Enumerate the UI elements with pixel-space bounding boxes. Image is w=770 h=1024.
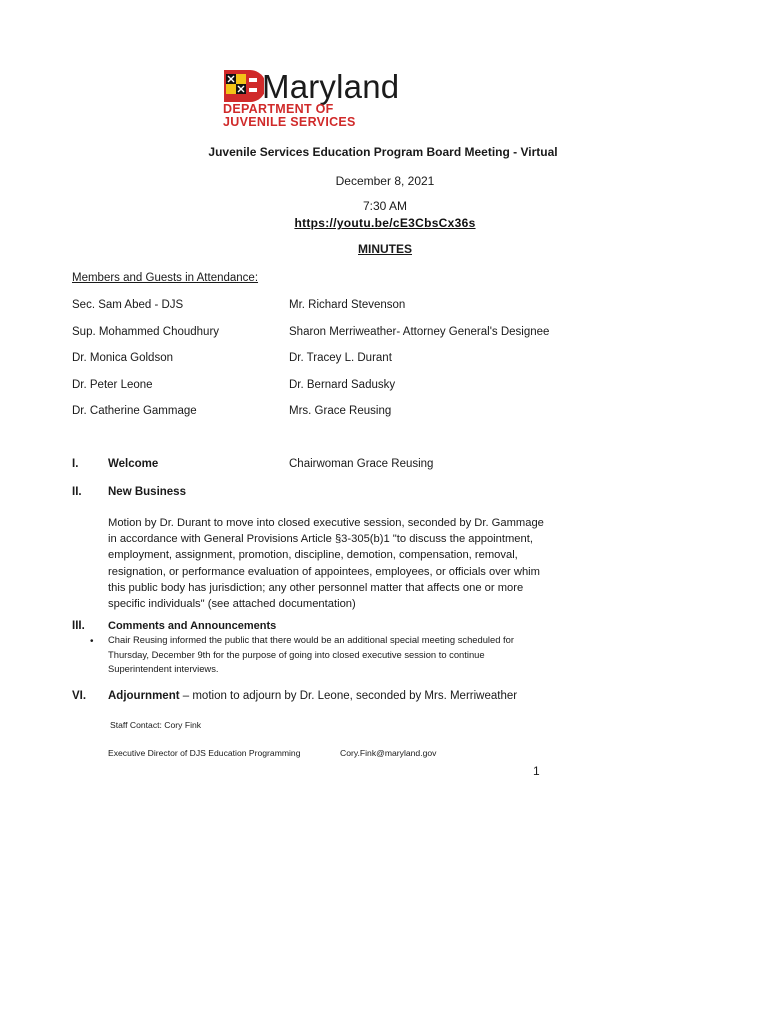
- attendance-heading: Members and Guests in Attendance:: [72, 272, 259, 284]
- attendee-right-2: Sharon Merriweather- Attorney General's Designee: [289, 326, 550, 338]
- new-business-motion: Motion by Dr. Durant to move into closed executive session, seconded by Dr. Gammage in accordance with General Provisions Article §3-305(b)1 "to discuss the appointment, employment, assignment, promotion, discipline, demotion, compensation, removal, resignation, or performance evaluation of appointees, employees, or officials over whim this public body has jurisdiction; any other personnel matter that affects one or more specific individuals" (see attached documentation): [108, 517, 544, 611]
- adjournment-text: – motion to adjourn by Dr. Leone, seconded by Mrs. Merriweather: [179, 690, 518, 702]
- section-number-adjournment: VI.: [72, 690, 87, 702]
- attendee-right-3: Dr. Tracey L. Durant: [289, 352, 392, 364]
- attendee-left-5: Dr. Catherine Gammage: [72, 405, 197, 417]
- logo-department-line2: JUVENILE SERVICES: [223, 115, 356, 129]
- meeting-time: 7:30 AM: [362, 199, 408, 213]
- minutes-heading-text: MINUTES: [358, 242, 412, 256]
- meeting-title: [0, 145, 770, 159]
- meeting-title-text: Juvenile Services Education Program Board Meeting - Virtual: [208, 145, 558, 159]
- adjournment-title: Adjournment: [108, 690, 180, 702]
- meeting-date: December 8, 2021: [335, 174, 435, 188]
- section-number-new-business: II.: [72, 486, 82, 498]
- attendee-right-5: Mrs. Grace Reusing: [289, 405, 392, 417]
- section-title-comments: Comments and Announcements: [108, 620, 277, 632]
- section-title-new-business: New Business: [108, 486, 186, 498]
- page-number: 1: [533, 764, 540, 778]
- maryland-flag-logo-icon: [220, 64, 264, 106]
- attendee-right-4: Dr. Bernard Sadusky: [289, 379, 396, 391]
- adjournment-line: [108, 690, 517, 702]
- logo-wordmark: Maryland: [262, 68, 400, 105]
- logo-department-line1: DEPARTMENT OF: [223, 102, 334, 116]
- meeting-link[interactable]: https://youtu.be/cE3CbsCx36s: [294, 216, 476, 230]
- attendee-left-2: Sup. Mohammed Choudhury: [72, 326, 220, 338]
- staff-contact: Staff Contact: Cory Fink: [110, 720, 202, 730]
- section-number-comments: III.: [72, 620, 85, 632]
- attendee-right-1: Mr. Richard Stevenson: [289, 299, 406, 311]
- logo-department: [223, 103, 356, 129]
- staff-role: Executive Director of DJS Education Programming: [108, 748, 301, 758]
- attendee-left-4: Dr. Peter Leone: [72, 379, 153, 391]
- attendee-left-3: Dr. Monica Goldson: [72, 352, 173, 364]
- welcome-presenter: Chairwoman Grace Reusing: [289, 458, 434, 470]
- comments-announcement: Chair Reusing informed the public that there would be an additional special meeting scheduled for Thursday, December 9th for the purpose of going into closed executive session to continue Superintendent interviews.: [108, 634, 514, 674]
- section-number-welcome: I.: [72, 458, 79, 470]
- maryland-djs-logo: [220, 64, 430, 128]
- bullet-icon: •: [90, 636, 94, 647]
- section-title-welcome: Welcome: [108, 458, 159, 470]
- meeting-link-row: [0, 216, 770, 230]
- staff-email[interactable]: Cory.Fink@maryland.gov: [340, 748, 437, 758]
- minutes-heading: [0, 242, 770, 256]
- attendee-left-1: Sec. Sam Abed - DJS: [72, 299, 184, 311]
